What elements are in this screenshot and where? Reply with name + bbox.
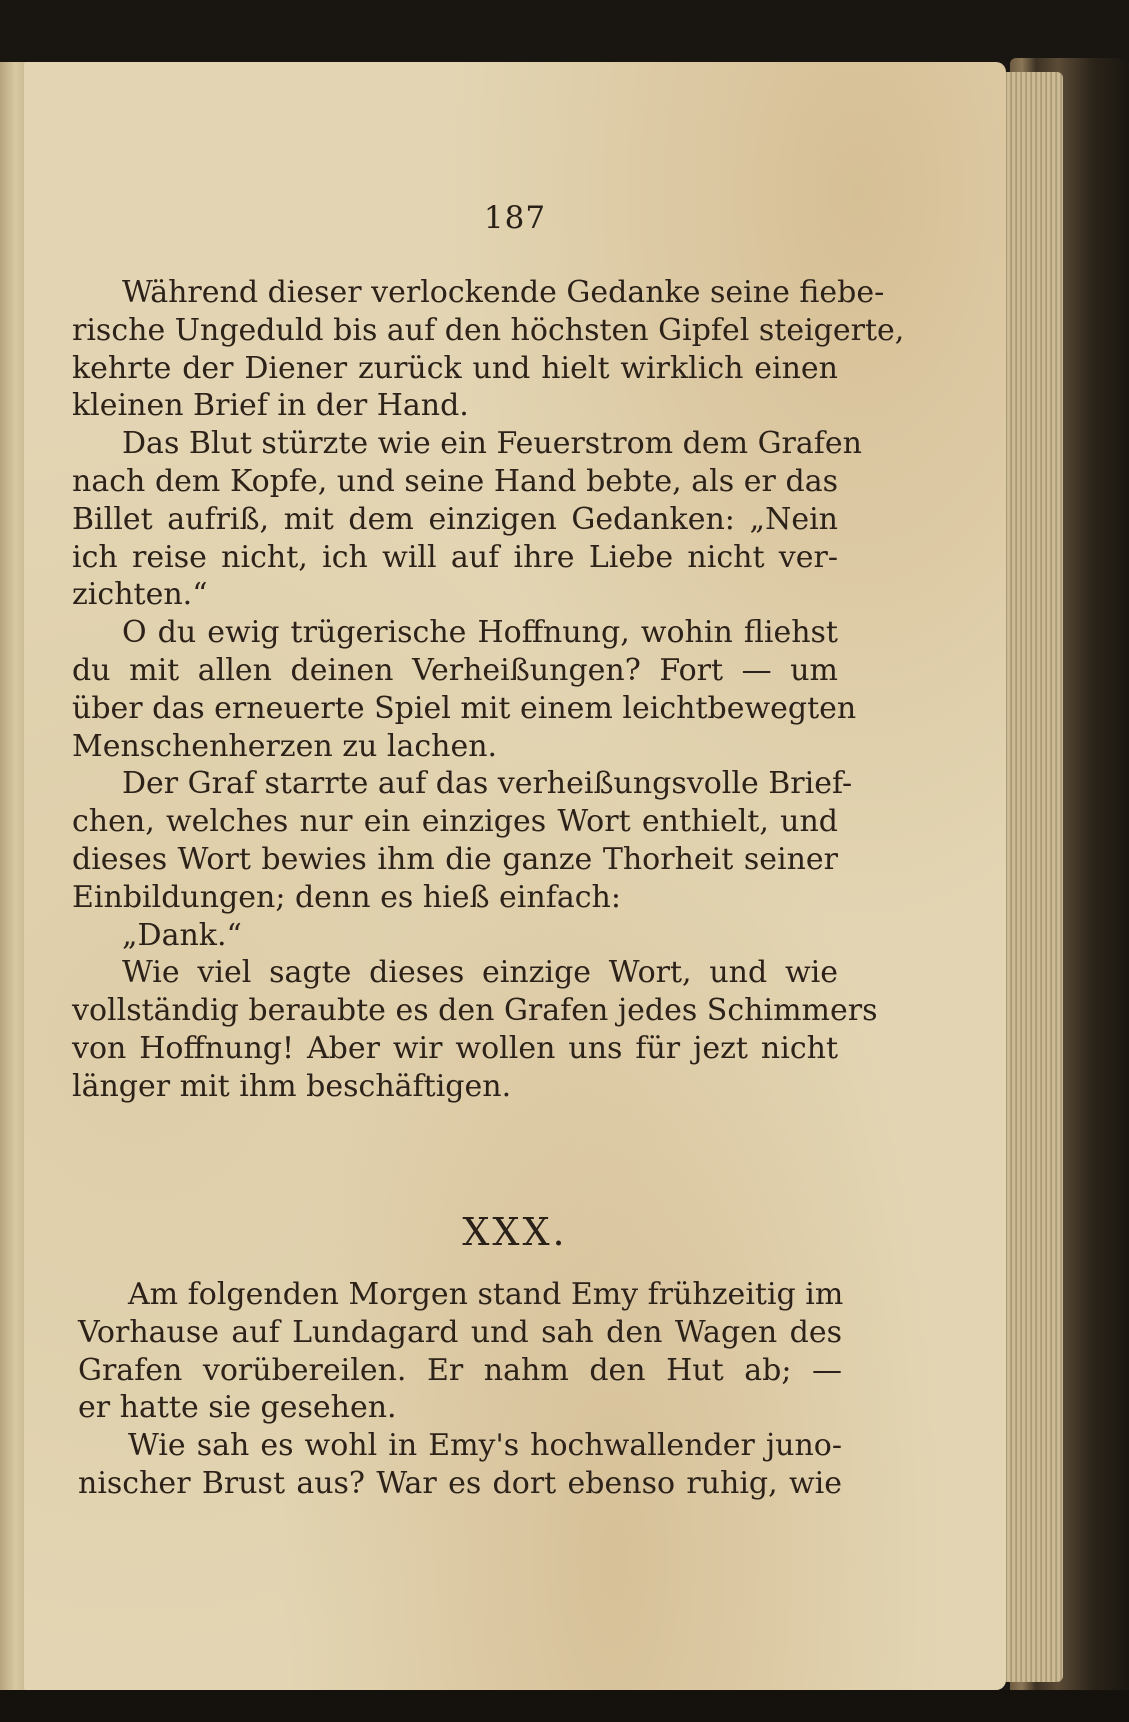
background-top bbox=[0, 0, 1129, 62]
text-line: Wie viel sagte dieses einzige Wort, und wie bbox=[122, 955, 838, 991]
gutter-edge bbox=[0, 62, 27, 1690]
book-page bbox=[24, 62, 1006, 1690]
text-line: Vorhause auf Lundagard und sah den Wagen des bbox=[78, 1314, 842, 1350]
text-line: Billet aufriß, mit dem einzigen Gedanken: „Nein bbox=[72, 501, 838, 537]
page-number: 187 bbox=[483, 200, 547, 236]
text-line: Wie sah es wohl in Emy's hochwallender juno- bbox=[128, 1428, 842, 1464]
text-line: Einbildungen; denn es hieß einfach: bbox=[72, 879, 621, 915]
text-line: kleinen Brief in der Hand. bbox=[72, 388, 469, 424]
text-line: Der Graf starrte auf das verheißungsvolle Brief- bbox=[122, 766, 853, 802]
text-line: chen, welches nur ein einziges Wort enthielt, und bbox=[72, 804, 838, 840]
chapter-heading: XXX. bbox=[462, 1210, 568, 1254]
text-line: länger mit ihm beschäftigen. bbox=[72, 1068, 512, 1104]
text-line: nach dem Kopfe, und seine Hand bebte, als er das bbox=[72, 463, 838, 499]
text-line: „Dank.“ bbox=[122, 917, 242, 953]
text-line: Während dieser verlockende Gedanke seine fiebe- bbox=[122, 275, 885, 310]
body-text-top bbox=[72, 274, 905, 1106]
text-line: von Hoffnung! Aber wir wollen uns für jezt nicht bbox=[72, 1030, 838, 1066]
page-stack-edge bbox=[1003, 72, 1063, 1682]
text-line: er hatte sie gesehen. bbox=[78, 1390, 397, 1426]
text-line: Menschenherzen zu lachen. bbox=[72, 728, 498, 764]
text-line: Das Blut stürzte wie ein Feuerstrom dem Grafen bbox=[122, 426, 862, 462]
background-bottom bbox=[0, 1690, 1129, 1722]
text-line: Grafen vorübereilen. Er nahm den Hut ab; — bbox=[78, 1352, 842, 1388]
text-line: du mit allen deinen Verheißungen? Fort — um bbox=[72, 652, 838, 688]
text-line: nischer Brust aus? War es dort ebenso ruhig, wie bbox=[78, 1465, 842, 1501]
text-line: O du ewig trügerische Hoffnung, wohin fliehst bbox=[122, 615, 838, 651]
text-line: ich reise nicht, ich will auf ihre Liebe nicht ver- bbox=[72, 539, 838, 575]
text-line: kehrte der Diener zurück und hielt wirklich einen bbox=[72, 350, 838, 386]
text-line: Am folgenden Morgen stand Emy frühzeitig im bbox=[128, 1277, 844, 1312]
text-line: über das erneuerte Spiel mit einem leichtbewegten bbox=[72, 690, 857, 726]
text-line: vollständig beraubte es den Grafen jedes Schimmers bbox=[72, 993, 878, 1029]
text-line: dieses Wort bewies ihm die ganze Thorheit seiner bbox=[72, 841, 838, 877]
body-text-bottom bbox=[78, 1276, 842, 1503]
text-line: rische Ungeduld bis auf den höchsten Gipfel steigerte, bbox=[72, 312, 905, 348]
text-line: zichten.“ bbox=[72, 577, 208, 613]
